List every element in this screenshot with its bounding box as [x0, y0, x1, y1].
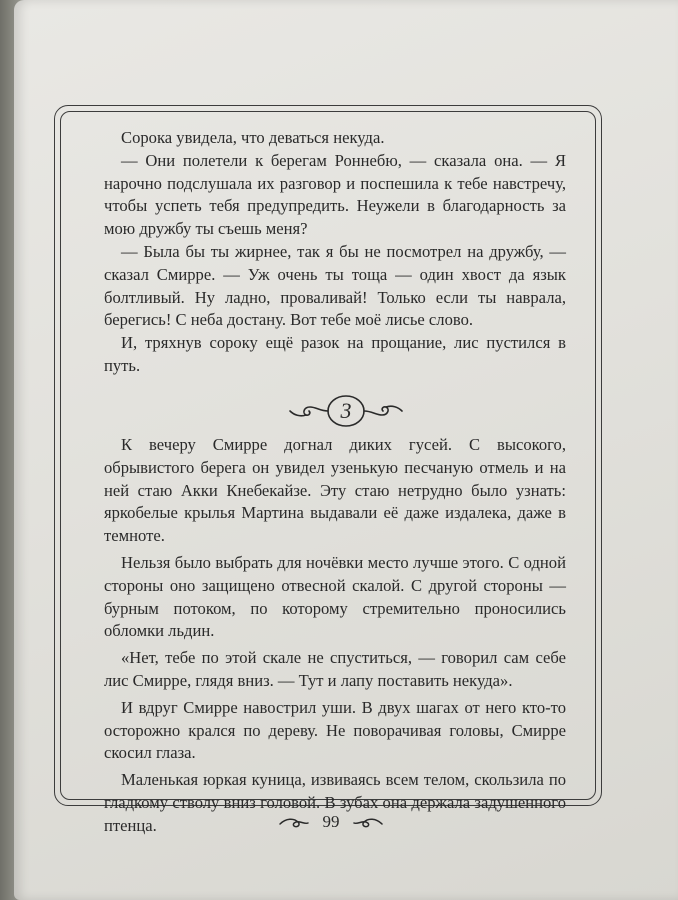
story-text-top [104, 127, 566, 378]
paragraph: «Нет, тебе по этой скале не спуститься, — говорил сам себе лис Смирре, глядя вниз. — Тут и лапу поставить некуда». [104, 648, 566, 690]
chapter-divider [286, 393, 406, 429]
paragraph: И, тряхнув сороку ещё разок на прощание, лис пустился в путь. [104, 333, 566, 375]
paragraph: Маленькая юркая куница, извиваясь всем телом, скользила по гладкому стволу вниз головой. В зубах она держала задушенного птенца. [104, 770, 566, 835]
paragraph: — Они полетели к берегам Роннебю, — сказала она. — Я нарочно подслушала их разговор и поспешила к тебе навстречу, чтобы успеть тебя предупредить. Неужели в благодарность за мою дружбу ты съешь меня? [104, 150, 566, 239]
paragraph: Нельзя было выбрать для ночёвки место лучше этого. С одной стороны оно защищено отвесной скалой. С другой стороны — бурным потоком, по которому стремительно проносились обломки льдин. [104, 552, 566, 641]
paragraph: К вечеру Смирре догнал диких гусей. С высокого, обрывистого берега он увидел узенькую песчаную отмель и на ней стаю Акки Кнебекайзе. Эту стаю нетрудно было узнать: яркобелые крылья Мартина выдавали её даже издалека, даже в темноте. [104, 435, 566, 546]
paragraph: — Была бы ты жирнее, так я бы не посмотрел на дружбу, — сказал Смирре. — Уж очень ты тоща — один хвост да язык болтливый. Ну ладно, проваливай! Только если ты наврала, берегись! С неба достану. Вот тебе моё лисье слово. [104, 241, 566, 330]
paragraph: И вдруг Смирре навострил уши. В двух шагах от него кто-то осторожно крался по дереву. Не поворачивая головы, Смирре скосил глаза. [104, 697, 566, 763]
chapter-number: 3 [340, 398, 352, 423]
page-folio [276, 808, 386, 836]
story-text-bottom [104, 434, 566, 842]
paragraph: Сорока увидела, что деваться некуда. [121, 128, 385, 147]
page-number: 99 [322, 812, 340, 831]
